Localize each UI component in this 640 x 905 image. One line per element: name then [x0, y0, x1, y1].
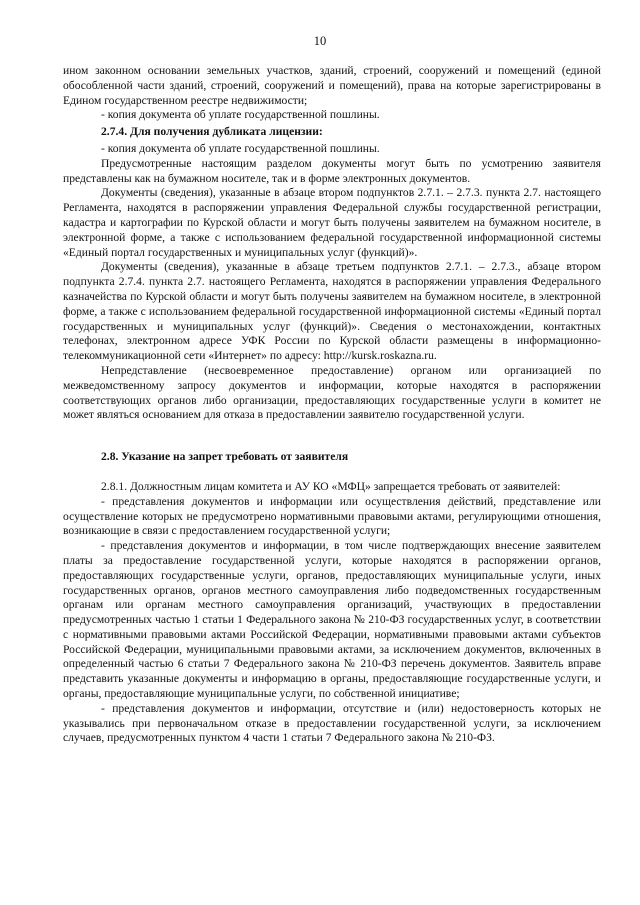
list-item: - представления документов и информации, отсутствие и (или) недостоверность которых не указывались при первоначальном отказе в предоставлении государственной услуги, за исключением случаев, предусмотренных пунктом 4 части 1 статьи 7 Федерального закона № 210-ФЗ.	[63, 701, 601, 745]
paragraph: 2.8.1. Должностным лицам комитета и АУ КО «МФЦ» запрещается требовать от заявителей:	[101, 479, 561, 493]
list-item: - представления документов и информации или осуществления действий, представление или осуществление которых не предусмотрено нормативными правовыми актами, регулирующими отношения, возникающие в связи с предоставлением государственной услуги;	[63, 494, 601, 538]
page-number: 10	[313, 34, 327, 48]
paragraph: Предусмотренные настоящим разделом документы могут быть по усмотрению заявителя представлены как на бумажном носителе, так и в форме электронных документов.	[63, 156, 601, 185]
list-item: - копия документа об уплате государственной пошлины.	[101, 141, 380, 155]
list-item: - представления документов и информации, в том числе подтверждающих внесение заявителем платы за предоставление государственной услуги, которые находятся в распоряжении органов, предоставляющих государственные услуги, органов, предоставляющих муниципальные услуги, иных государственных органов, органов местного самоуправления либо подведомственных государственным органам или органам местного самоуправления организаций, участвующих в предоставлении предусмотренных частью 1 статьи 1 Федерального закона № 210-ФЗ государственных услуг, в соответствии с нормативными правовыми актами Российской Федерации, нормативными правовыми актами субъектов Российской Федерации, муниципальными правовыми актами, за исключением документов, включенных в определенный частью 6 статьи 7 Федерального закона № 210-ФЗ перечень документов. Заявитель вправе представить указанные документы и информацию в органы, предоставляющие государственные услуги, и органы, предоставляющие муниципальные услуги, по собственной инициативе;	[63, 539, 601, 701]
paragraph: Документы (сведения), указанные в абзаце третьем подпунктов 2.7.1. – 2.7.3., абзаце втором подпункта 2.7.4. пункта 2.7. настоящего Регламента, находятся в распоряжении управления Федерального казначейства по Курской области и могут быть получены заявителем на бумажном носителе, в электронной форме, а также с использованием федеральной государственной информационной системы «Единый портал государственных и муниципальных услуг (функций)». Сведения о местонахождении, контактных телефонах, электронном адресе УФК России по Курской области размещены в информационно-телекоммуникационной сети «Интернет» по адресу: http://kursk.roskazna.ru.	[63, 260, 601, 363]
paragraph: ином законном основании земельных участков, зданий, строений, сооружений и помещений (единой обособленной части зданий, строений, сооружений и помещений), права на которые зарегистрированы в Едином государственном реестре недвижимости;	[63, 64, 601, 107]
list-item: - копия документа об уплате государственной пошлины.	[101, 108, 380, 122]
paragraph: Непредставление (несвоевременное предоставление) органом или организацией по межведомственному запросу документов и информации, которые находятся в распоряжении соответствующих органов либо организации, предоставляющих государственные услуги в комитет не может являться основанием для отказа в предоставлении заявителю государственной услуги.	[63, 363, 601, 422]
section-heading: 2.8. Указание на запрет требовать от заявителя	[101, 450, 349, 464]
subsection-heading: 2.7.4. Для получения дубликата лицензии:	[101, 125, 323, 139]
paragraph: Документы (сведения), указанные в абзаце втором подпунктов 2.7.1. – 2.7.3. пункта 2.7. настоящего Регламента, находятся в распоряжении управления Федеральной службы государственной регистрации, кадастра и картографии по Курской области и могут быть получены заявителем на бумажном носителе, в электронной форме, а также с использованием федеральной государственной информационной системы «Единый портал государственных и муниципальных услуг (функций)».	[63, 186, 601, 259]
document-body	[63, 64, 601, 746]
